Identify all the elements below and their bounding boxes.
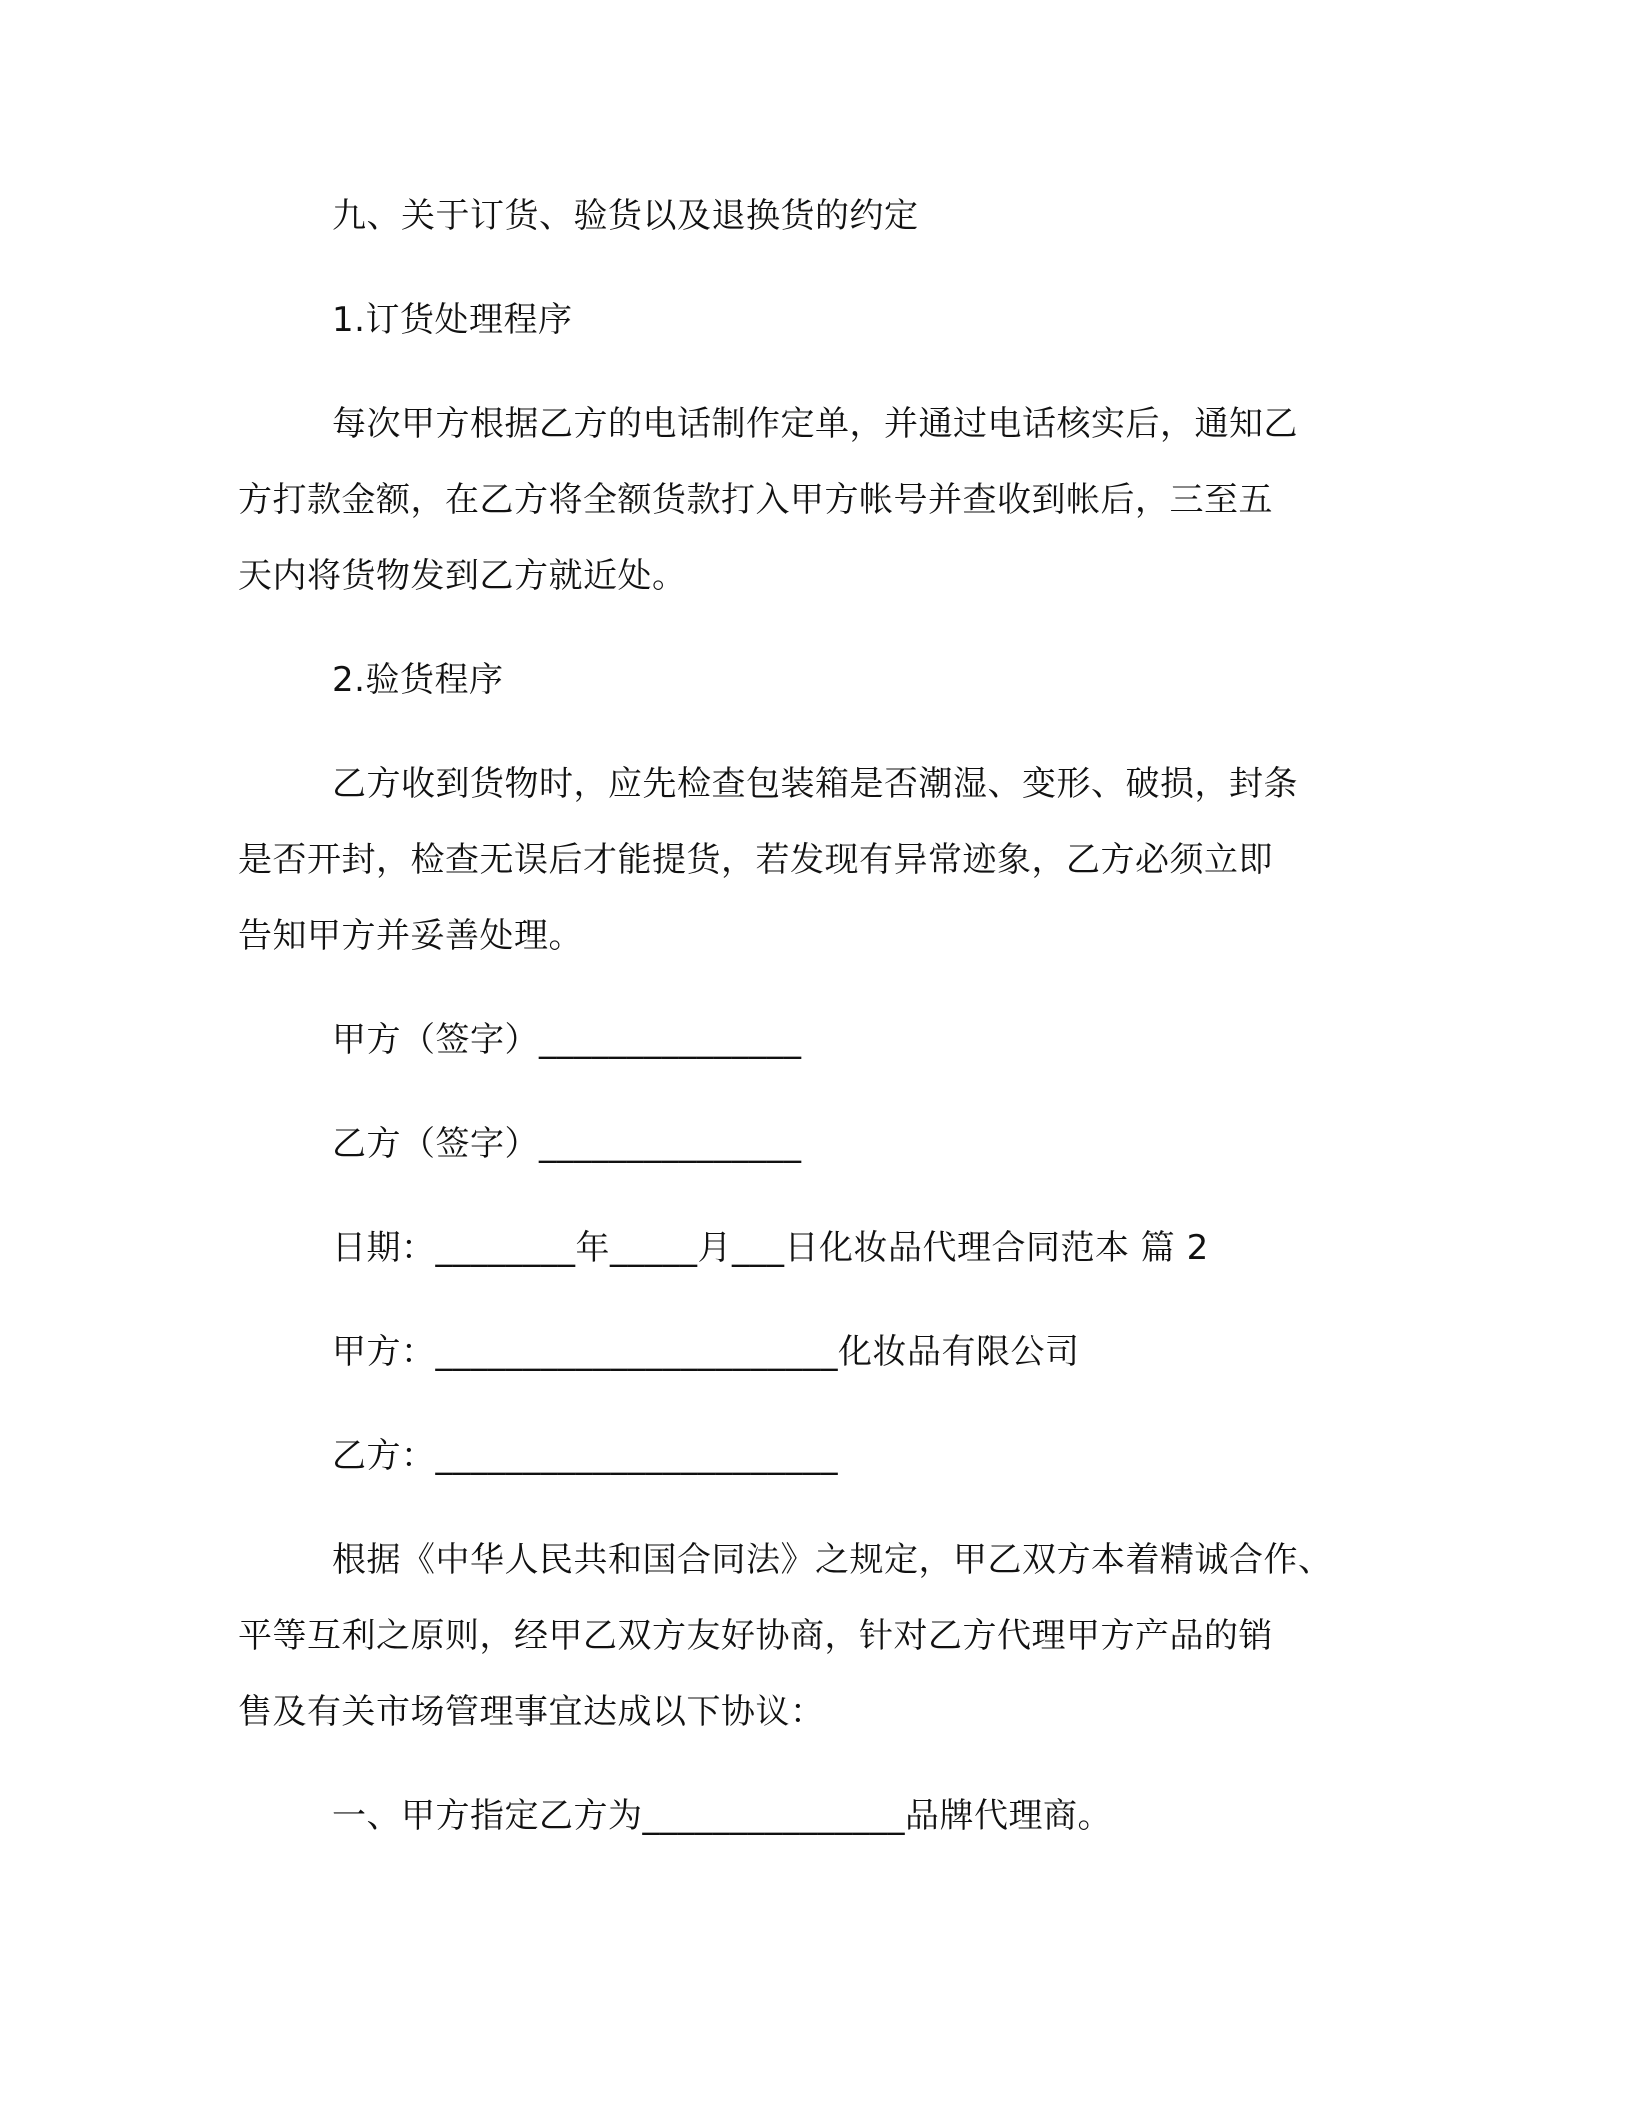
preamble-line: 售及有关市场管理事宜达成以下协议： (238, 1692, 825, 1732)
party-a-signature: 甲方（签字）_______________ (332, 1020, 802, 1060)
section-heading: 九、关于订货、验货以及退换货的约定 (332, 196, 919, 236)
ordering-heading: 1.订货处理程序 (332, 300, 573, 340)
ordering-text-line: 方打款金额，在乙方将全额货款打入甲方帐号并查收到帐后，三至五 (238, 480, 1273, 520)
inspection-text-line: 乙方收到货物时，应先检查包装箱是否潮湿、变形、破损，封条 (332, 764, 1298, 804)
preamble-line: 根据《中华人民共和国合同法》之规定，甲乙双方本着精诚合作、 (332, 1540, 1333, 1580)
inspection-text-line: 告知甲方并妥善处理。 (238, 916, 583, 956)
inspection-text-line: 是否开封，检查无误后才能提货，若发现有异常迹象，乙方必须立即 (238, 840, 1273, 880)
clause-one: 一、甲方指定乙方为_______________品牌代理商。 (332, 1796, 1112, 1836)
ordering-text-line: 天内将货物发到乙方就近处。 (238, 556, 687, 596)
inspection-heading: 2.验货程序 (332, 660, 504, 700)
contract2-party-b: 乙方：_______________________ (332, 1436, 838, 1476)
date-line: 日期：________年_____月___日化妆品代理合同范本 篇 2 (332, 1228, 1209, 1268)
contract2-party-a: 甲方：_______________________化妆品有限公司 (332, 1332, 1080, 1372)
ordering-text-line: 每次甲方根据乙方的电话制作定单，并通过电话核实后，通知乙 (332, 404, 1298, 444)
party-b-signature: 乙方（签字）_______________ (332, 1124, 802, 1164)
preamble-line: 平等互利之原则，经甲乙双方友好协商，针对乙方代理甲方产品的销 (238, 1616, 1273, 1656)
